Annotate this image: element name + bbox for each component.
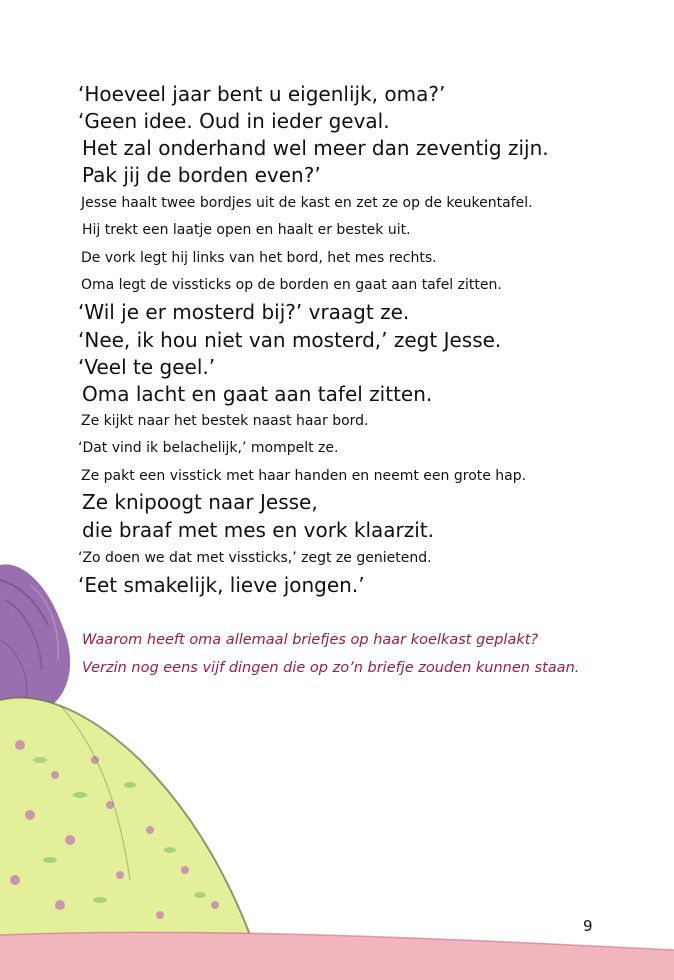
story-line: die braaf met mes en vork klaarzit.: [82, 518, 434, 542]
story-line: ‘Veel te geel.’: [78, 355, 216, 379]
story-line: Ze kijkt naar het bestek naast haar bord.: [81, 413, 369, 429]
story-line: ‘Zo doen we dat met vissticks,’ zegt ze genietend.: [78, 550, 432, 566]
story-line: ‘Hoeveel jaar bent u eigenlijk, oma?’: [78, 82, 446, 106]
story-line: ‘Wil je er mosterd bij?’ vraagt ze.: [78, 300, 410, 324]
question-line: Verzin nog eens vijf dingen die op zo’n briefje zouden kunnen staan.: [82, 660, 580, 676]
story-line: Oma lacht en gaat aan tafel zitten.: [82, 382, 433, 406]
story-line: ‘Eet smakelijk, lieve jongen.’: [78, 573, 365, 597]
story-line: ‘Dat vind ik belachelijk,’ mompelt ze.: [78, 440, 339, 456]
question-line: Waarom heeft oma allemaal briefjes op haar koelkast geplakt?: [82, 632, 539, 648]
story-line: Ze pakt een visstick met haar handen en neemt een grote hap.: [81, 468, 527, 484]
story-line: Het zal onderhand wel meer dan zeventig zijn.: [82, 136, 549, 160]
story-line: Hij trekt een laatje open en haalt er bestek uit.: [82, 222, 411, 238]
story-line: ‘Nee, ik hou niet van mosterd,’ zegt Jesse.: [78, 328, 502, 352]
story-line: ‘Geen idee. Oud in ieder geval.: [78, 109, 390, 133]
story-line: De vork legt hij links van het bord, het mes rechts.: [81, 250, 437, 266]
story-line: Jesse haalt twee bordjes uit de kast en zet ze op de keukentafel.: [81, 195, 533, 211]
story-line: Pak jij de borden even?’: [82, 163, 321, 187]
story-line: Ze knipoogt naar Jesse,: [82, 490, 318, 514]
table: [0, 932, 674, 980]
grandmother-dress: [0, 698, 250, 935]
story-line: Oma legt de vissticks op de borden en gaat aan tafel zitten.: [81, 277, 502, 293]
page-number: 9: [583, 917, 593, 935]
